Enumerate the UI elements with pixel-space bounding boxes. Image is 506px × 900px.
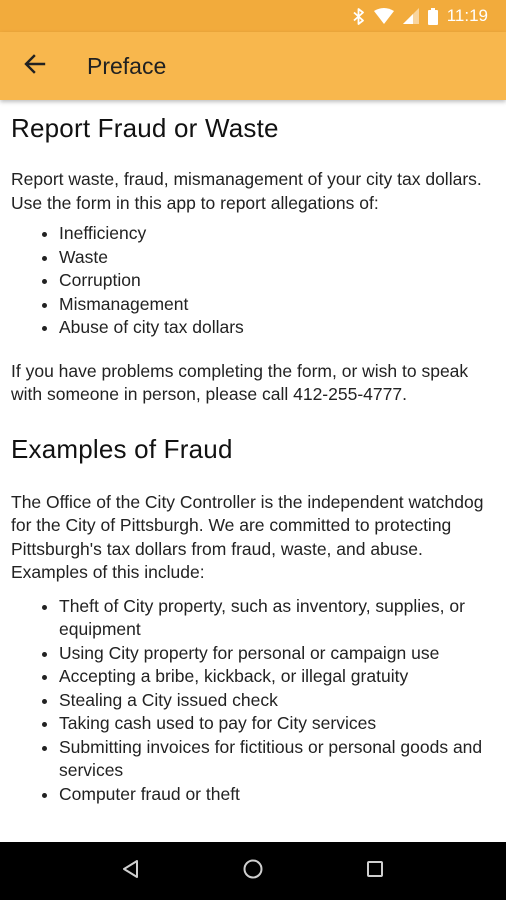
wifi-icon <box>374 8 394 24</box>
navigation-bar <box>0 842 506 900</box>
nav-recents-button[interactable] <box>355 851 395 891</box>
contact-text: If you have problems completing the form, or wish to speak with someone in person, please call 412-255-4777. <box>11 360 469 404</box>
nav-back-button[interactable] <box>111 851 151 891</box>
nav-back-icon <box>121 859 141 884</box>
status-bar <box>0 0 506 32</box>
list-item: • Corruption <box>59 269 495 293</box>
bluetooth-icon <box>353 8 365 25</box>
list-item: • Using City property for personal or campaign use <box>59 642 495 666</box>
list-item: • Mismanagement <box>59 293 495 317</box>
back-button[interactable] <box>17 48 53 84</box>
battery-icon <box>428 8 438 25</box>
report-intro: Report waste, fraud, mismanagement of your city tax dollars. Use the form in this app to report allegations of: <box>11 169 482 213</box>
allegations-list <box>11 222 495 340</box>
list-item: • Stealing a City issued check <box>59 689 495 713</box>
list-item: • Waste <box>59 246 495 270</box>
page-title: Preface <box>87 52 167 79</box>
preface-content[interactable] <box>0 100 506 842</box>
list-item: • Inefficiency <box>59 222 495 246</box>
list-item: • Taking cash used to pay for City services <box>59 712 495 736</box>
list-item: • Computer fraud or theft <box>59 783 495 807</box>
status-time: 11:19 <box>446 6 488 25</box>
list-item: • Accepting a bribe, kickback, or illegal gratuity <box>59 665 495 689</box>
back-arrow-icon <box>24 53 46 80</box>
list-item: • Abuse of city tax dollars <box>59 316 495 340</box>
examples-intro: The Office of the City Controller is the independent watchdog for the City of Pittsburgh. We are committed to protecting Pittsburgh's tax dollars from fraud, waste, and abuse. Examples of this include: <box>11 491 484 582</box>
section-heading-examples: Examples of Fraud <box>11 433 233 464</box>
app-bar <box>0 32 506 100</box>
nav-home-icon <box>242 858 264 885</box>
section-heading-report: Report Fraud or Waste <box>11 113 279 143</box>
nav-home-button[interactable] <box>233 851 273 891</box>
list-item: • Theft of City property, such as inventory, supplies, or equipment <box>59 595 495 642</box>
signal-icon <box>403 8 419 24</box>
list-item: • Submitting invoices for fictitious or personal goods and services <box>59 736 495 783</box>
nav-recents-icon <box>366 860 384 883</box>
fraud-examples-list <box>11 595 495 807</box>
